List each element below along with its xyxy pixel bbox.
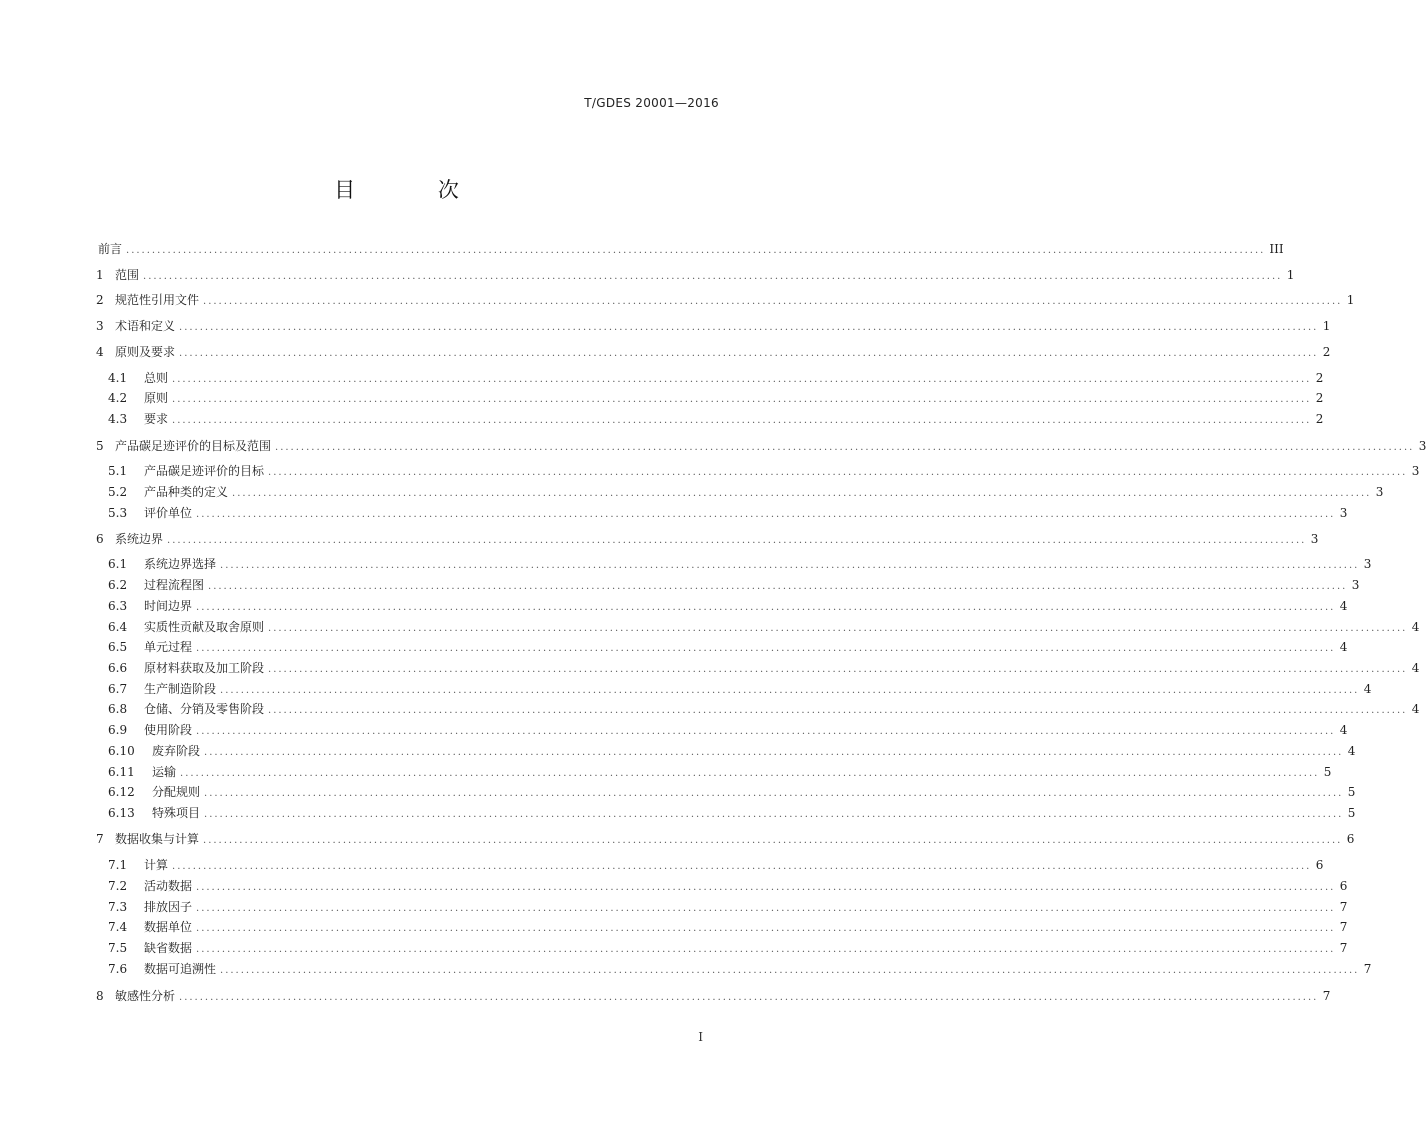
toc-entry-number: 6.10 bbox=[108, 744, 135, 758]
toc-entry-title: 使用阶段 bbox=[144, 723, 193, 737]
toc-entry[interactable] bbox=[108, 897, 1348, 917]
toc-entry[interactable] bbox=[108, 959, 1372, 979]
toc-entry[interactable] bbox=[96, 265, 1295, 285]
toc-entry-title: 特殊项目 bbox=[152, 806, 201, 820]
toc-entry-page: 4 bbox=[1411, 620, 1420, 634]
toc-entry-number: 5.3 bbox=[108, 506, 128, 520]
toc-entry-title: 排放因子 bbox=[144, 900, 193, 914]
toc-entry[interactable] bbox=[108, 720, 1348, 740]
toc-entry-title: 系统边界 bbox=[115, 532, 164, 546]
toc-entry-page: 3 bbox=[1339, 506, 1348, 520]
toc-entry-page: 3 bbox=[1418, 439, 1426, 453]
toc-entry[interactable] bbox=[108, 409, 1324, 429]
toc-entry-page: 2 bbox=[1315, 412, 1324, 426]
toc-entry[interactable] bbox=[96, 290, 1355, 310]
toc-entry-title: 评价单位 bbox=[144, 506, 193, 520]
toc-dot-leader: ............................................................................................................................................................................................................................ bbox=[208, 581, 1348, 592]
toc-dot-leader: ............................................................................................................................................................................................................................ bbox=[232, 488, 1372, 499]
toc-entry-number: 5.2 bbox=[108, 485, 128, 499]
toc-entry-number: 7.4 bbox=[108, 920, 128, 934]
toc-entry-number: 6.2 bbox=[108, 578, 128, 592]
toc-entry[interactable] bbox=[108, 803, 1356, 823]
toc-entry-page: 1 bbox=[1286, 268, 1295, 282]
toc-entry-number: 3 bbox=[96, 319, 104, 333]
toc-entry[interactable] bbox=[108, 741, 1356, 761]
toc-dot-leader: ............................................................................................................................................................................................................................ bbox=[204, 747, 1344, 758]
toc-entry-number: 6.8 bbox=[108, 702, 128, 716]
toc-entry-number: 6.3 bbox=[108, 599, 128, 613]
toc-entry-number: 6.7 bbox=[108, 682, 128, 696]
toc-entry-title: 数据单位 bbox=[144, 920, 193, 934]
toc-entry-page: 7 bbox=[1339, 920, 1348, 934]
toc-entry-title: 分配规则 bbox=[152, 785, 201, 799]
toc-entry-page: III bbox=[1269, 242, 1284, 256]
toc-entry-number: 6.12 bbox=[108, 785, 135, 799]
toc-entry-number: 5.1 bbox=[108, 464, 128, 478]
toc-entry-number: 8 bbox=[96, 989, 104, 1003]
toc-entry[interactable] bbox=[96, 316, 1331, 336]
toc-entry-title: 要求 bbox=[144, 412, 169, 426]
toc-entry-page: 4 bbox=[1339, 599, 1348, 613]
toc-entry-title: 敏感性分析 bbox=[115, 989, 176, 1003]
toc-entry-page: 2 bbox=[1315, 391, 1324, 405]
toc-dot-leader: ............................................................................................................................................................................................................................ bbox=[220, 560, 1360, 571]
toc-entry-number: 7.6 bbox=[108, 962, 128, 976]
toc-dot-leader: ............................................................................................................................................................................................................................ bbox=[268, 623, 1408, 634]
toc-dot-leader: ............................................................................................................................................................................................................................ bbox=[172, 415, 1312, 426]
toc-dot-leader: ............................................................................................................................................................................................................................ bbox=[196, 944, 1336, 955]
toc-entry-title: 废弃阶段 bbox=[152, 744, 201, 758]
toc-entry-page: 4 bbox=[1363, 682, 1372, 696]
toc-dot-leader: ............................................................................................................................................................................................................................ bbox=[179, 348, 1319, 359]
toc-dot-leader: ............................................................................................................................................................................................................................ bbox=[179, 992, 1319, 1003]
toc-entry-page: 4 bbox=[1339, 640, 1348, 654]
toc-entry-number: 6.13 bbox=[108, 806, 135, 820]
toc-entry[interactable] bbox=[108, 917, 1348, 937]
toc-entry-title: 原则及要求 bbox=[115, 345, 176, 359]
toc-entry[interactable] bbox=[108, 482, 1384, 502]
toc-entry-number: 6.11 bbox=[108, 765, 135, 779]
toc-entry-title: 数据收集与计算 bbox=[115, 832, 200, 846]
toc-dot-leader: ............................................................................................................................................................................................................................ bbox=[179, 322, 1319, 333]
toc-entry-title: 产品种类的定义 bbox=[144, 485, 229, 499]
toc-entry-page: 6 bbox=[1315, 858, 1324, 872]
toc-dot-leader: ............................................................................................................................................................................................................................ bbox=[196, 643, 1336, 654]
toc-dot-leader: ............................................................................................................................................................................................................................ bbox=[196, 882, 1336, 893]
toc-entry-number: 6 bbox=[96, 532, 104, 546]
toc-dot-leader: ............................................................................................................................................................................................................................ bbox=[220, 685, 1360, 696]
toc-entry-title: 数据可追溯性 bbox=[144, 962, 217, 976]
toc-dot-leader: ............................................................................................................................................................................................................................ bbox=[167, 535, 1307, 546]
toc-dot-leader: ............................................................................................................................................................................................................................ bbox=[126, 245, 1266, 256]
toc-dot-leader: ............................................................................................................................................................................................................................ bbox=[268, 467, 1408, 478]
toc-entry[interactable] bbox=[108, 782, 1356, 802]
toc-entry-page: 2 bbox=[1315, 371, 1324, 385]
toc-entry-title: 术语和定义 bbox=[115, 319, 176, 333]
toc-entry-page: 4 bbox=[1339, 723, 1348, 737]
toc-dot-leader: ............................................................................................................................................................................................................................ bbox=[268, 705, 1408, 716]
toc-entry-title: 仓储、分销及零售阶段 bbox=[144, 702, 265, 716]
toc-entry-title: 实质性贡献及取舍原则 bbox=[144, 620, 265, 634]
toc-dot-leader: ............................................................................................................................................................................................................................ bbox=[180, 768, 1320, 779]
toc-entry[interactable] bbox=[96, 529, 1319, 549]
toc-dot-leader: ............................................................................................................................................................................................................................ bbox=[204, 788, 1344, 799]
toc-entry[interactable] bbox=[108, 855, 1324, 875]
toc-entry-page: 3 bbox=[1411, 464, 1420, 478]
toc-entry-page: 3 bbox=[1375, 485, 1384, 499]
toc-entry-title: 过程流程图 bbox=[144, 578, 205, 592]
toc-entry-number: 6.9 bbox=[108, 723, 128, 737]
page-number: I bbox=[698, 1030, 703, 1044]
toc-entry[interactable] bbox=[108, 368, 1324, 388]
toc-entry[interactable] bbox=[108, 503, 1348, 523]
toc-entry-page: 7 bbox=[1363, 962, 1372, 976]
toc-entry-page: 4 bbox=[1411, 661, 1420, 675]
toc-dot-leader: ............................................................................................................................................................................................................................ bbox=[203, 835, 1343, 846]
toc-dot-leader: ............................................................................................................................................................................................................................ bbox=[220, 965, 1360, 976]
toc-entry[interactable] bbox=[108, 679, 1372, 699]
toc-entry-page: 1 bbox=[1346, 293, 1355, 307]
toc-entry-page: 7 bbox=[1322, 989, 1331, 1003]
toc-entry-title: 运输 bbox=[152, 765, 177, 779]
toc-entry[interactable] bbox=[108, 617, 1420, 637]
toc-entry-number: 4 bbox=[96, 345, 104, 359]
toc-entry[interactable] bbox=[108, 596, 1348, 616]
toc-entry-page: 3 bbox=[1351, 578, 1360, 592]
toc-entry[interactable] bbox=[108, 637, 1348, 657]
toc-entry-number: 1 bbox=[96, 268, 104, 282]
toc-entry-title: 原则 bbox=[144, 391, 169, 405]
toc-entry-page: 3 bbox=[1363, 557, 1372, 571]
toc-entry[interactable] bbox=[96, 239, 1284, 259]
toc-entry-title: 前言 bbox=[98, 242, 123, 256]
toc-entry[interactable] bbox=[108, 554, 1372, 574]
toc-dot-leader: ............................................................................................................................................................................................................................ bbox=[143, 271, 1283, 282]
toc-entry[interactable] bbox=[108, 658, 1420, 678]
toc-dot-leader: ............................................................................................................................................................................................................................ bbox=[196, 602, 1336, 613]
toc-entry-number: 4.1 bbox=[108, 371, 128, 385]
toc-dot-leader: ............................................................................................................................................................................................................................ bbox=[196, 923, 1336, 934]
toc-entry-page: 5 bbox=[1347, 785, 1356, 799]
toc-entry-page: 6 bbox=[1339, 879, 1348, 893]
toc-entry-page: 7 bbox=[1339, 941, 1348, 955]
toc-entry-page: 4 bbox=[1347, 744, 1356, 758]
toc-entry[interactable] bbox=[96, 829, 1355, 849]
toc-dot-leader: ............................................................................................................................................................................................................................ bbox=[204, 809, 1344, 820]
toc-entry[interactable] bbox=[108, 575, 1360, 595]
toc-entry-number: 7.5 bbox=[108, 941, 128, 955]
toc-entry-title: 产品碳足迹评价的目标 bbox=[144, 464, 265, 478]
toc-entry-page: 5 bbox=[1323, 765, 1332, 779]
toc-dot-leader: ............................................................................................................................................................................................................................ bbox=[196, 509, 1336, 520]
toc-entry-title: 计算 bbox=[144, 858, 169, 872]
toc-entry-page: 6 bbox=[1346, 832, 1355, 846]
toc-dot-leader: ............................................................................................................................................................................................................................ bbox=[172, 394, 1312, 405]
toc-entry-title: 时间边界 bbox=[144, 599, 193, 613]
toc-entry-number: 6.6 bbox=[108, 661, 128, 675]
toc-dot-leader: ............................................................................................................................................................................................................................ bbox=[196, 903, 1336, 914]
toc-entry-number: 4.2 bbox=[108, 391, 128, 405]
toc-entry-title: 总则 bbox=[144, 371, 169, 385]
toc-entry-title: 系统边界选择 bbox=[144, 557, 217, 571]
toc-dot-leader: ............................................................................................................................................................................................................................ bbox=[275, 442, 1415, 453]
toc-entry-number: 7.2 bbox=[108, 879, 128, 893]
toc-entry-title: 缺省数据 bbox=[144, 941, 193, 955]
page-title: 目 次 bbox=[334, 178, 497, 202]
toc-entry[interactable] bbox=[108, 461, 1420, 481]
toc-entry-title: 产品碳足迹评价的目标及范围 bbox=[115, 439, 272, 453]
toc-entry-number: 6.1 bbox=[108, 557, 128, 571]
toc-dot-leader: ............................................................................................................................................................................................................................ bbox=[268, 664, 1408, 675]
toc-entry-title: 单元过程 bbox=[144, 640, 193, 654]
toc-entry-number: 6.5 bbox=[108, 640, 128, 654]
toc-entry-page: 4 bbox=[1411, 702, 1420, 716]
toc-entry-page: 2 bbox=[1322, 345, 1331, 359]
toc-entry-title: 生产制造阶段 bbox=[144, 682, 217, 696]
toc-entry[interactable] bbox=[96, 342, 1331, 362]
toc-entry[interactable] bbox=[96, 986, 1331, 1006]
toc-entry-page: 3 bbox=[1310, 532, 1319, 546]
standard-code: T/GDES 20001—2016 bbox=[584, 96, 719, 110]
toc-entry-title: 活动数据 bbox=[144, 879, 193, 893]
toc-entry-page: 7 bbox=[1339, 900, 1348, 914]
toc-entry-number: 7.3 bbox=[108, 900, 128, 914]
toc-entry[interactable] bbox=[108, 699, 1420, 719]
toc-dot-leader: ............................................................................................................................................................................................................................ bbox=[172, 861, 1312, 872]
toc-dot-leader: ............................................................................................................................................................................................................................ bbox=[203, 296, 1343, 307]
toc-entry-number: 7.1 bbox=[108, 858, 128, 872]
toc-entry-title: 规范性引用文件 bbox=[115, 293, 200, 307]
toc-entry[interactable] bbox=[108, 762, 1332, 782]
toc-entry-title: 原材料获取及加工阶段 bbox=[144, 661, 265, 675]
toc-entry[interactable] bbox=[96, 436, 1426, 456]
toc-entry-number: 6.4 bbox=[108, 620, 128, 634]
toc-entry-number: 7 bbox=[96, 832, 104, 846]
toc-entry-number: 2 bbox=[96, 293, 104, 307]
toc-entry-title: 范围 bbox=[115, 268, 140, 282]
toc-entry-page: 1 bbox=[1322, 319, 1331, 333]
toc-entry-number: 4.3 bbox=[108, 412, 128, 426]
toc-entry[interactable] bbox=[108, 388, 1324, 408]
toc-entry-page: 5 bbox=[1347, 806, 1356, 820]
toc-entry-number: 5 bbox=[96, 439, 104, 453]
toc-dot-leader: ............................................................................................................................................................................................................................ bbox=[196, 726, 1336, 737]
toc-entry[interactable] bbox=[108, 938, 1348, 958]
toc-dot-leader: ............................................................................................................................................................................................................................ bbox=[172, 374, 1312, 385]
toc-entry[interactable] bbox=[108, 876, 1348, 896]
